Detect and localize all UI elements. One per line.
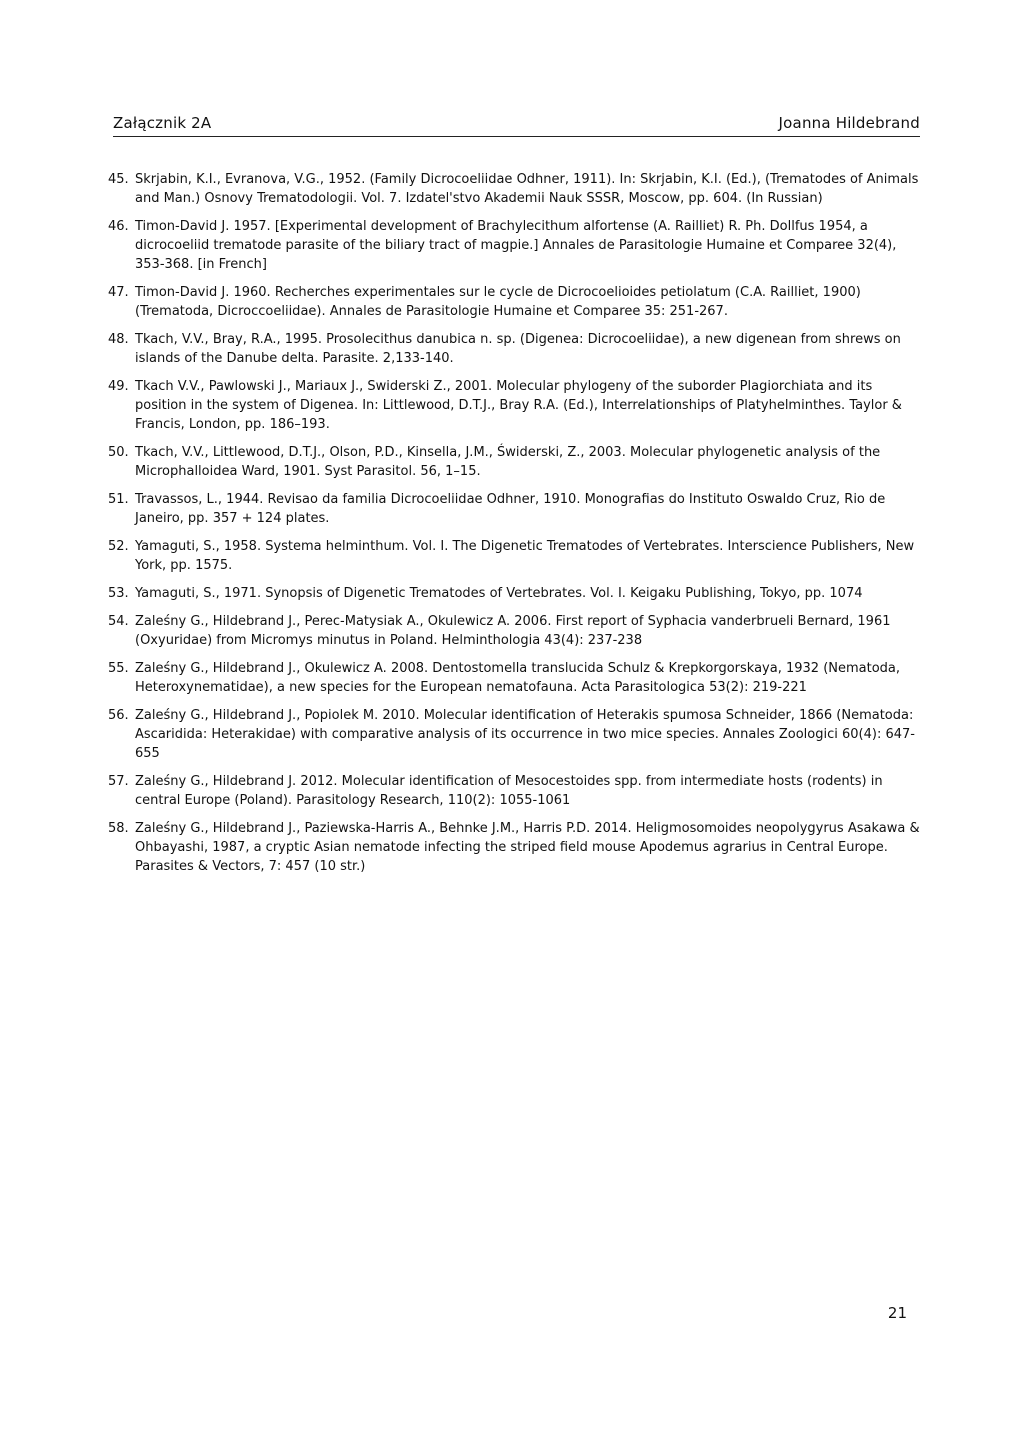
reference-item [108, 584, 920, 603]
reference-item [108, 537, 920, 575]
page-number: 21 [887, 1304, 907, 1322]
reference-text: Zaleśny G., Hildebrand J. 2012. Molecular identification of Mesocestoides spp. from intermediate hosts (rodents) in central Europe (Poland). Parasitology Research, 110(2): 1055-1061 [135, 774, 883, 808]
reference-item [108, 706, 920, 763]
reference-item [108, 283, 920, 321]
reference-item [108, 819, 920, 876]
reference-text: Timon-David J. 1960. Recherches experimentales sur le cycle de Dicrocoelioides petiolatum (C.A. Railliet, 1900) (Trematoda, Dicroccoeliidae). Annales de Parasitologie Humaine et Comparee 35: 251-267. [135, 285, 861, 319]
reference-item [108, 330, 920, 368]
reference-number: 46. [108, 219, 129, 234]
reference-item [108, 490, 920, 528]
header-author-name: Joanna Hildebrand [778, 114, 920, 132]
reference-number: 50. [108, 445, 129, 460]
reference-text: Yamaguti, S., 1958. Systema helminthum. Vol. I. The Digenetic Trematodes of Vertebrates. Interscience Publishers, New York, pp. 1575. [135, 539, 915, 573]
reference-number: 52. [108, 539, 129, 554]
reference-number: 57. [108, 774, 129, 789]
reference-text: Zaleśny G., Hildebrand J., Paziewska-Harris A., Behnke J.M., Harris P.D. 2014. Heligmosomoides neopolygyrus Asakawa & Ohbayashi, 1987, a cryptic Asian nematode infecting the striped field mouse Apodemus agrarius in Central Europe. Parasites & Vectors, 7: 457 (10 str.) [135, 821, 920, 874]
reference-text: Zaleśny G., Hildebrand J., Okulewicz A. 2008. Dentostomella translucida Schulz & Krepkorgorskaya, 1932 (Nematoda, Heteroxynematidae), a new species for the European nematofauna. Acta Parasitologica 53(2): 219-221 [135, 661, 901, 695]
reference-number: 58. [108, 821, 129, 836]
reference-text: Travassos, L., 1944. Revisao da familia Dicrocoeliidae Odhner, 1910. Monografias do Instituto Oswaldo Cruz, Rio de Janeiro, pp. 357 + 124 plates. [135, 492, 886, 526]
reference-text: Tkach V.V., Pawlowski J., Mariaux J., Swiderski Z., 2001. Molecular phylogeny of the suborder Plagiorchiata and its position in the system of Digenea. In: Littlewood, D.T.J., Bray R.A. (Ed.), Interrelationships of Platyhelminthes. Taylor & Francis, London, pp. 186–193. [135, 379, 902, 432]
reference-item [108, 659, 920, 697]
reference-number: 56. [108, 708, 129, 723]
reference-text: Zaleśny G., Hildebrand J., Perec-Matysiak A., Okulewicz A. 2006. First report of Syphacia vanderbrueli Bernard, 1961 (Oxyuridae) from Micromys minutus in Poland. Helminthologia 43(4): 237-238 [135, 614, 891, 648]
reference-text: Zaleśny G., Hildebrand J., Popiolek M. 2010. Molecular identification of Heterakis spumosa Schneider, 1866 (Nematoda: Ascaridida: Heterakidae) with comparative analysis of its occurrence in two mice species. Annales Zoologici 60(4): 647-655 [135, 708, 915, 761]
reference-item [108, 377, 920, 434]
reference-number: 54. [108, 614, 129, 629]
reference-item [108, 170, 920, 208]
reference-number: 55. [108, 661, 129, 676]
reference-item [108, 443, 920, 481]
reference-list [108, 170, 920, 885]
reference-text: Skrjabin, K.I., Evranova, V.G., 1952. (Family Dicrocoeliidae Odhner, 1911). In: Skrjabin, K.I. (Ed.), (Trematodes of Animals and Man.) Osnovy Trematodologii. Vol. 7. Izdatel'stvo Akademii Nauk SSSR, Moscow, pp. 604. (In Russian) [135, 172, 919, 206]
header-attachment-label: Załącznik 2A [113, 114, 212, 132]
reference-number: 49. [108, 379, 129, 394]
reference-text: Yamaguti, S., 1971. Synopsis of Digenetic Trematodes of Vertebrates. Vol. I. Keigaku Publishing, Tokyo, pp. 1074 [135, 586, 863, 601]
reference-text: Tkach, V.V., Bray, R.A., 1995. Prosolecithus danubica n. sp. (Digenea: Dicrocoeliidae), a new digenean from shrews on islands of the Danube delta. Parasite. 2,133-140. [135, 332, 901, 366]
page-header [113, 112, 920, 137]
reference-number: 51. [108, 492, 129, 507]
reference-number: 53. [108, 586, 129, 601]
reference-number: 47. [108, 285, 129, 300]
reference-item [108, 612, 920, 650]
reference-text: Tkach, V.V., Littlewood, D.T.J., Olson, P.D., Kinsella, J.M., Świderski, Z., 2003. Molecular phylogenetic analysis of the Microphalloidea Ward, 1901. Syst Parasitol. 56, 1–15. [135, 445, 881, 479]
reference-number: 45. [108, 172, 129, 187]
reference-number: 48. [108, 332, 129, 347]
reference-item [108, 217, 920, 274]
reference-text: Timon-David J. 1957. [Experimental development of Brachylecithum alfortense (A. Railliet) R. Ph. Dollfus 1954, a dicrocoeliid trematode parasite of the biliary tract of magpie.] Annales de Parasitologie Humaine et Comparee 32(4), 353-368. [in French] [135, 219, 897, 272]
reference-item [108, 772, 920, 810]
